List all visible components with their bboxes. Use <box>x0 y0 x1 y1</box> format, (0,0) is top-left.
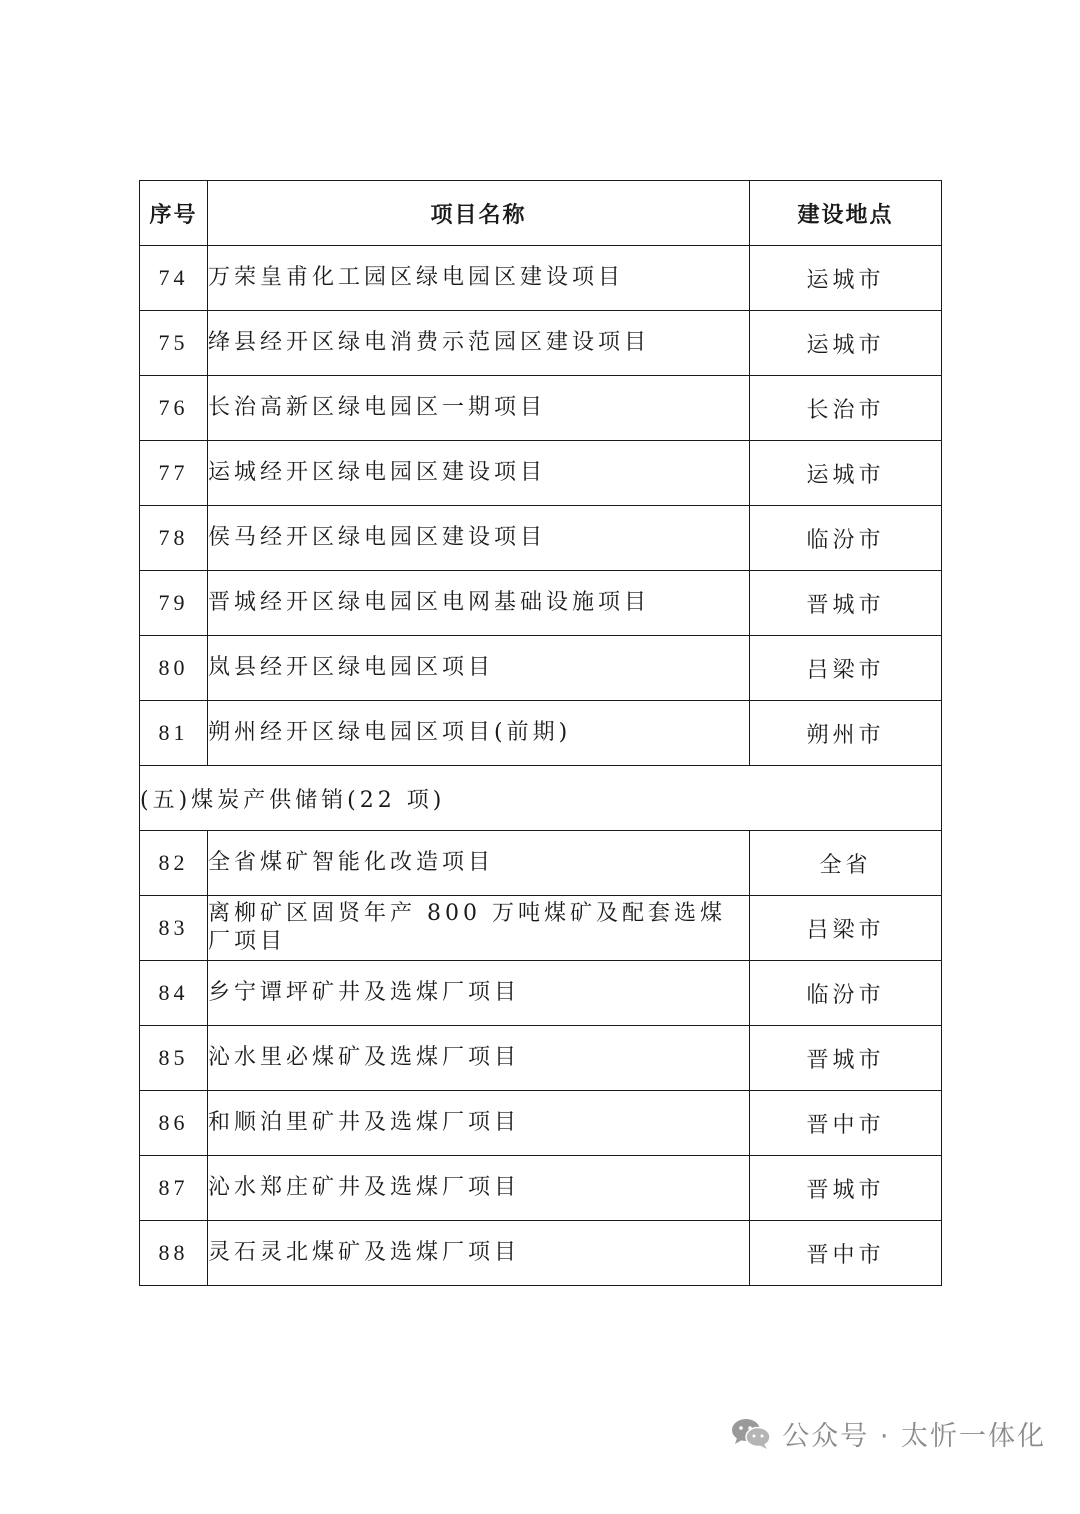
table-row <box>140 831 942 896</box>
row-location: 晋城市 <box>750 1026 942 1091</box>
watermark <box>730 1414 1046 1453</box>
row-location: 吕梁市 <box>750 636 942 701</box>
row-location: 吕梁市 <box>750 896 942 961</box>
row-name: 绛县经开区绿电消费示范园区建设项目 <box>208 311 750 376</box>
row-no: 79 <box>140 571 208 636</box>
header-location: 建设地点 <box>750 181 942 246</box>
table-row <box>140 506 942 571</box>
row-no: 77 <box>140 441 208 506</box>
row-location: 晋城市 <box>750 1156 942 1221</box>
row-name: 朔州经开区绿电园区项目(前期) <box>208 701 750 766</box>
row-no: 75 <box>140 311 208 376</box>
table-row <box>140 311 942 376</box>
row-location: 运城市 <box>750 311 942 376</box>
row-name: 晋城经开区绿电园区电网基础设施项目 <box>208 571 750 636</box>
row-location: 晋中市 <box>750 1221 942 1286</box>
table-row <box>140 961 942 1026</box>
wechat-icon <box>730 1416 772 1452</box>
table-row <box>140 1156 942 1221</box>
table-row <box>140 896 942 961</box>
table-row <box>140 636 942 701</box>
row-location: 全省 <box>750 831 942 896</box>
row-no: 74 <box>140 246 208 311</box>
watermark-text: 公众号 · 太忻一体化 <box>782 1421 1046 1452</box>
project-table <box>139 180 942 1286</box>
row-no: 76 <box>140 376 208 441</box>
table-row <box>140 1221 942 1286</box>
section-heading: (五)煤炭产供储销(22 项) <box>140 766 942 831</box>
row-name: 和顺泊里矿井及选煤厂项目 <box>208 1091 750 1156</box>
row-no: 81 <box>140 701 208 766</box>
table-row <box>140 441 942 506</box>
table-header-row <box>140 181 942 246</box>
row-name: 全省煤矿智能化改造项目 <box>208 831 750 896</box>
row-location: 长治市 <box>750 376 942 441</box>
section-row <box>140 766 942 831</box>
table-row <box>140 246 942 311</box>
row-no: 87 <box>140 1156 208 1221</box>
row-no: 83 <box>140 896 208 961</box>
row-name: 离柳矿区固贤年产 800 万吨煤矿及配套选煤厂项目 <box>208 896 750 961</box>
row-location: 临汾市 <box>750 961 942 1026</box>
table-row <box>140 571 942 636</box>
row-name: 长治高新区绿电园区一期项目 <box>208 376 750 441</box>
row-location: 运城市 <box>750 246 942 311</box>
row-name: 岚县经开区绿电园区项目 <box>208 636 750 701</box>
row-name: 乡宁谭坪矿井及选煤厂项目 <box>208 961 750 1026</box>
row-name: 沁水郑庄矿井及选煤厂项目 <box>208 1156 750 1221</box>
row-name: 运城经开区绿电园区建设项目 <box>208 441 750 506</box>
table-row <box>140 701 942 766</box>
row-no: 85 <box>140 1026 208 1091</box>
row-location: 晋城市 <box>750 571 942 636</box>
row-name: 侯马经开区绿电园区建设项目 <box>208 506 750 571</box>
row-location: 临汾市 <box>750 506 942 571</box>
table-row <box>140 1026 942 1091</box>
table-row <box>140 376 942 441</box>
header-no: 序号 <box>140 181 208 246</box>
row-name: 万荣皇甫化工园区绿电园区建设项目 <box>208 246 750 311</box>
row-location: 运城市 <box>750 441 942 506</box>
row-location: 晋中市 <box>750 1091 942 1156</box>
row-no: 82 <box>140 831 208 896</box>
row-name: 沁水里必煤矿及选煤厂项目 <box>208 1026 750 1091</box>
row-no: 78 <box>140 506 208 571</box>
row-no: 84 <box>140 961 208 1026</box>
table-row <box>140 1091 942 1156</box>
row-no: 88 <box>140 1221 208 1286</box>
row-location: 朔州市 <box>750 701 942 766</box>
header-name: 项目名称 <box>208 181 750 246</box>
row-no: 80 <box>140 636 208 701</box>
row-name: 灵石灵北煤矿及选煤厂项目 <box>208 1221 750 1286</box>
row-no: 86 <box>140 1091 208 1156</box>
